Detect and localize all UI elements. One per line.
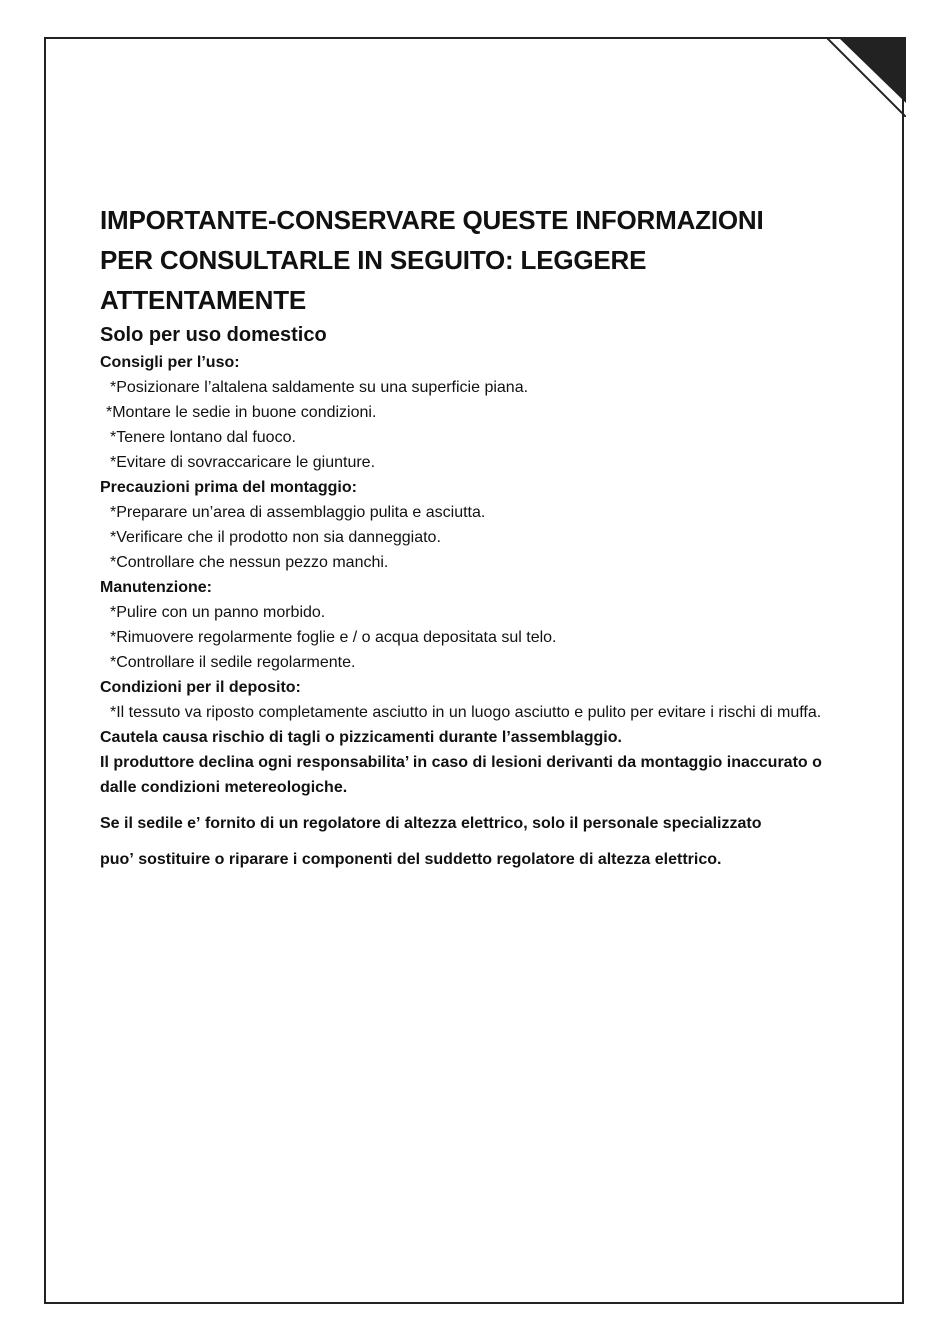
list-item: *Preparare un’area di assemblaggio pulita e asciutta.: [110, 504, 486, 521]
note-produttore: Il produttore declina ogni responsabilita’ in caso di lesioni derivanti da montaggio inaccurato o dalle condizioni metereologiche.: [100, 754, 822, 796]
document-content: [100, 200, 840, 876]
section-heading-consigli: Consigli per l’uso:: [100, 354, 240, 371]
list-item: *Pulire con un panno morbido.: [110, 604, 326, 621]
list-item: *Verificare che il prodotto non sia danneggiato.: [110, 529, 441, 546]
section-heading-precauzioni: Precauzioni prima del montaggio:: [100, 479, 357, 496]
note-sedile-line-2: puoʼ sostituire o riparare i componenti del suddetto regolatore di altezza elettrico.: [100, 851, 722, 868]
list-item: *Tenere lontano dal fuoco.: [110, 429, 296, 446]
list-item: *Posizionare l’altalena saldamente su una superficie piana.: [110, 379, 529, 396]
subtitle: Solo per uso domestico: [100, 324, 327, 346]
title-line-1: IMPORTANTE-CONSERVARE QUESTE INFORMAZIONI: [100, 205, 764, 235]
note-sedile-line-1: Se il sedile eʼ fornito di un regolatore di altezza elettrico, solo il personale specializzato: [100, 815, 762, 832]
section-heading-deposito: Condizioni per il deposito:: [100, 679, 301, 696]
list-item: *Montare le sedie in buone condizioni.: [106, 404, 377, 421]
page-corner-fold: [826, 37, 906, 117]
title-line-3: ATTENTAMENTE: [100, 285, 307, 315]
section-heading-manutenzione: Manutenzione:: [100, 579, 212, 596]
list-item: *Rimuovere regolarmente foglie e / o acqua depositata sul telo.: [110, 629, 557, 646]
note-cautela: Cautela causa rischio di tagli o pizzicamenti durante l’assemblaggio.: [100, 729, 622, 746]
list-item: *Evitare di sovraccaricare le giunture.: [110, 454, 376, 471]
title-line-2: PER CONSULTARLE IN SEGUITO: LEGGERE: [100, 245, 647, 275]
list-item: *Il tessuto va riposto completamente asciutto in un luogo asciutto e pulito per evitare i rischi di muffa.: [110, 704, 822, 721]
list-item: *Controllare il sedile regolarmente.: [110, 654, 356, 671]
list-item: *Controllare che nessun pezzo manchi.: [110, 554, 389, 571]
